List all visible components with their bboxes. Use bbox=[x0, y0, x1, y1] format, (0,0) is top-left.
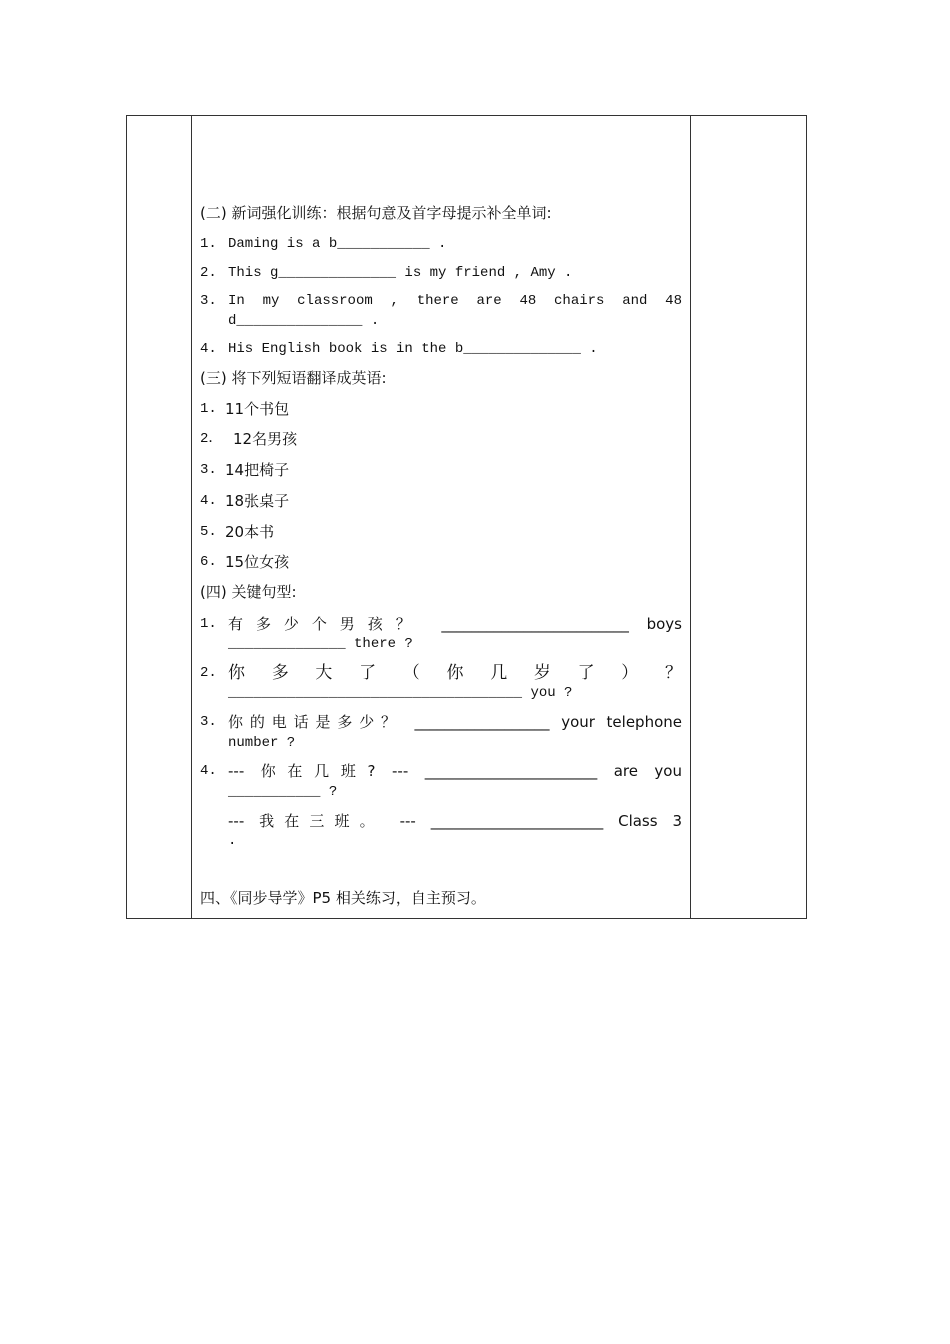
phrase: 14把椅子 bbox=[225, 461, 290, 479]
section3-heading: (三) 将下列短语翻译成英语: bbox=[200, 369, 387, 387]
sentence-text: --- 我在三班。 --- _______________________ Class 3 bbox=[228, 812, 682, 830]
phrase: 20本书 bbox=[225, 523, 275, 541]
item-number: 2． bbox=[200, 431, 223, 447]
exercise-text: This g______________ is my friend , Amy . bbox=[228, 265, 573, 281]
sentence-cont: . bbox=[228, 833, 237, 849]
item-number: 1. bbox=[200, 616, 217, 632]
section2-heading: (二) 新词强化训练：根据句意及首字母提示补全单词: bbox=[200, 204, 552, 222]
item-number: 3. bbox=[200, 714, 217, 730]
phrase: 18张桌子 bbox=[225, 492, 290, 510]
sentence-text: 你 多 大 了 （ 你 几 岁 了 ） ？ bbox=[228, 663, 682, 683]
sentence-cont: ______________ there ? bbox=[228, 636, 413, 652]
sentence-text: --- 你在几班? --- _______________________ are you bbox=[228, 762, 682, 780]
item-number: 3. bbox=[200, 462, 217, 478]
item-number: 2. bbox=[200, 665, 217, 681]
item-number: 1. bbox=[200, 401, 217, 417]
phrase: 12名男孩 bbox=[233, 430, 298, 448]
item-number: 6. bbox=[200, 554, 217, 570]
item-number: 4. bbox=[200, 763, 217, 779]
item-number: 2. bbox=[200, 265, 217, 281]
column-divider bbox=[191, 115, 192, 918]
sentence-text: 有多少个男孩？ _________________________ boys bbox=[228, 615, 682, 633]
sentence-cont: ___________________________________ you ? bbox=[228, 685, 573, 701]
sentence-cont: ___________ ? bbox=[228, 784, 338, 800]
sentence-cont: number ? bbox=[228, 735, 296, 751]
item-number: 5. bbox=[200, 524, 217, 540]
phrase: 15位女孩 bbox=[225, 553, 290, 571]
item-number: 1. bbox=[200, 236, 217, 252]
exercise-text: Daming is a b___________ . bbox=[228, 236, 447, 252]
item-number: 3. bbox=[200, 293, 217, 309]
footer-instruction: 四、《同步导学》P5 相关练习，自主预习。 bbox=[200, 889, 486, 907]
exercise-text: In my classroom , there are 48 chairs and 48 bbox=[228, 293, 682, 309]
column-divider bbox=[690, 115, 691, 918]
section4-heading: (四) 关键句型: bbox=[200, 583, 297, 601]
phrase: 11个书包 bbox=[225, 400, 290, 418]
item-number: 4. bbox=[200, 493, 217, 509]
exercise-text-cont: d_______________ . bbox=[228, 313, 380, 329]
item-number: 4. bbox=[200, 341, 217, 357]
exercise-text: His English book is in the b______________ . bbox=[228, 341, 598, 357]
sentence-text: 你的电话是多少？ __________________ your telephone bbox=[228, 713, 682, 731]
